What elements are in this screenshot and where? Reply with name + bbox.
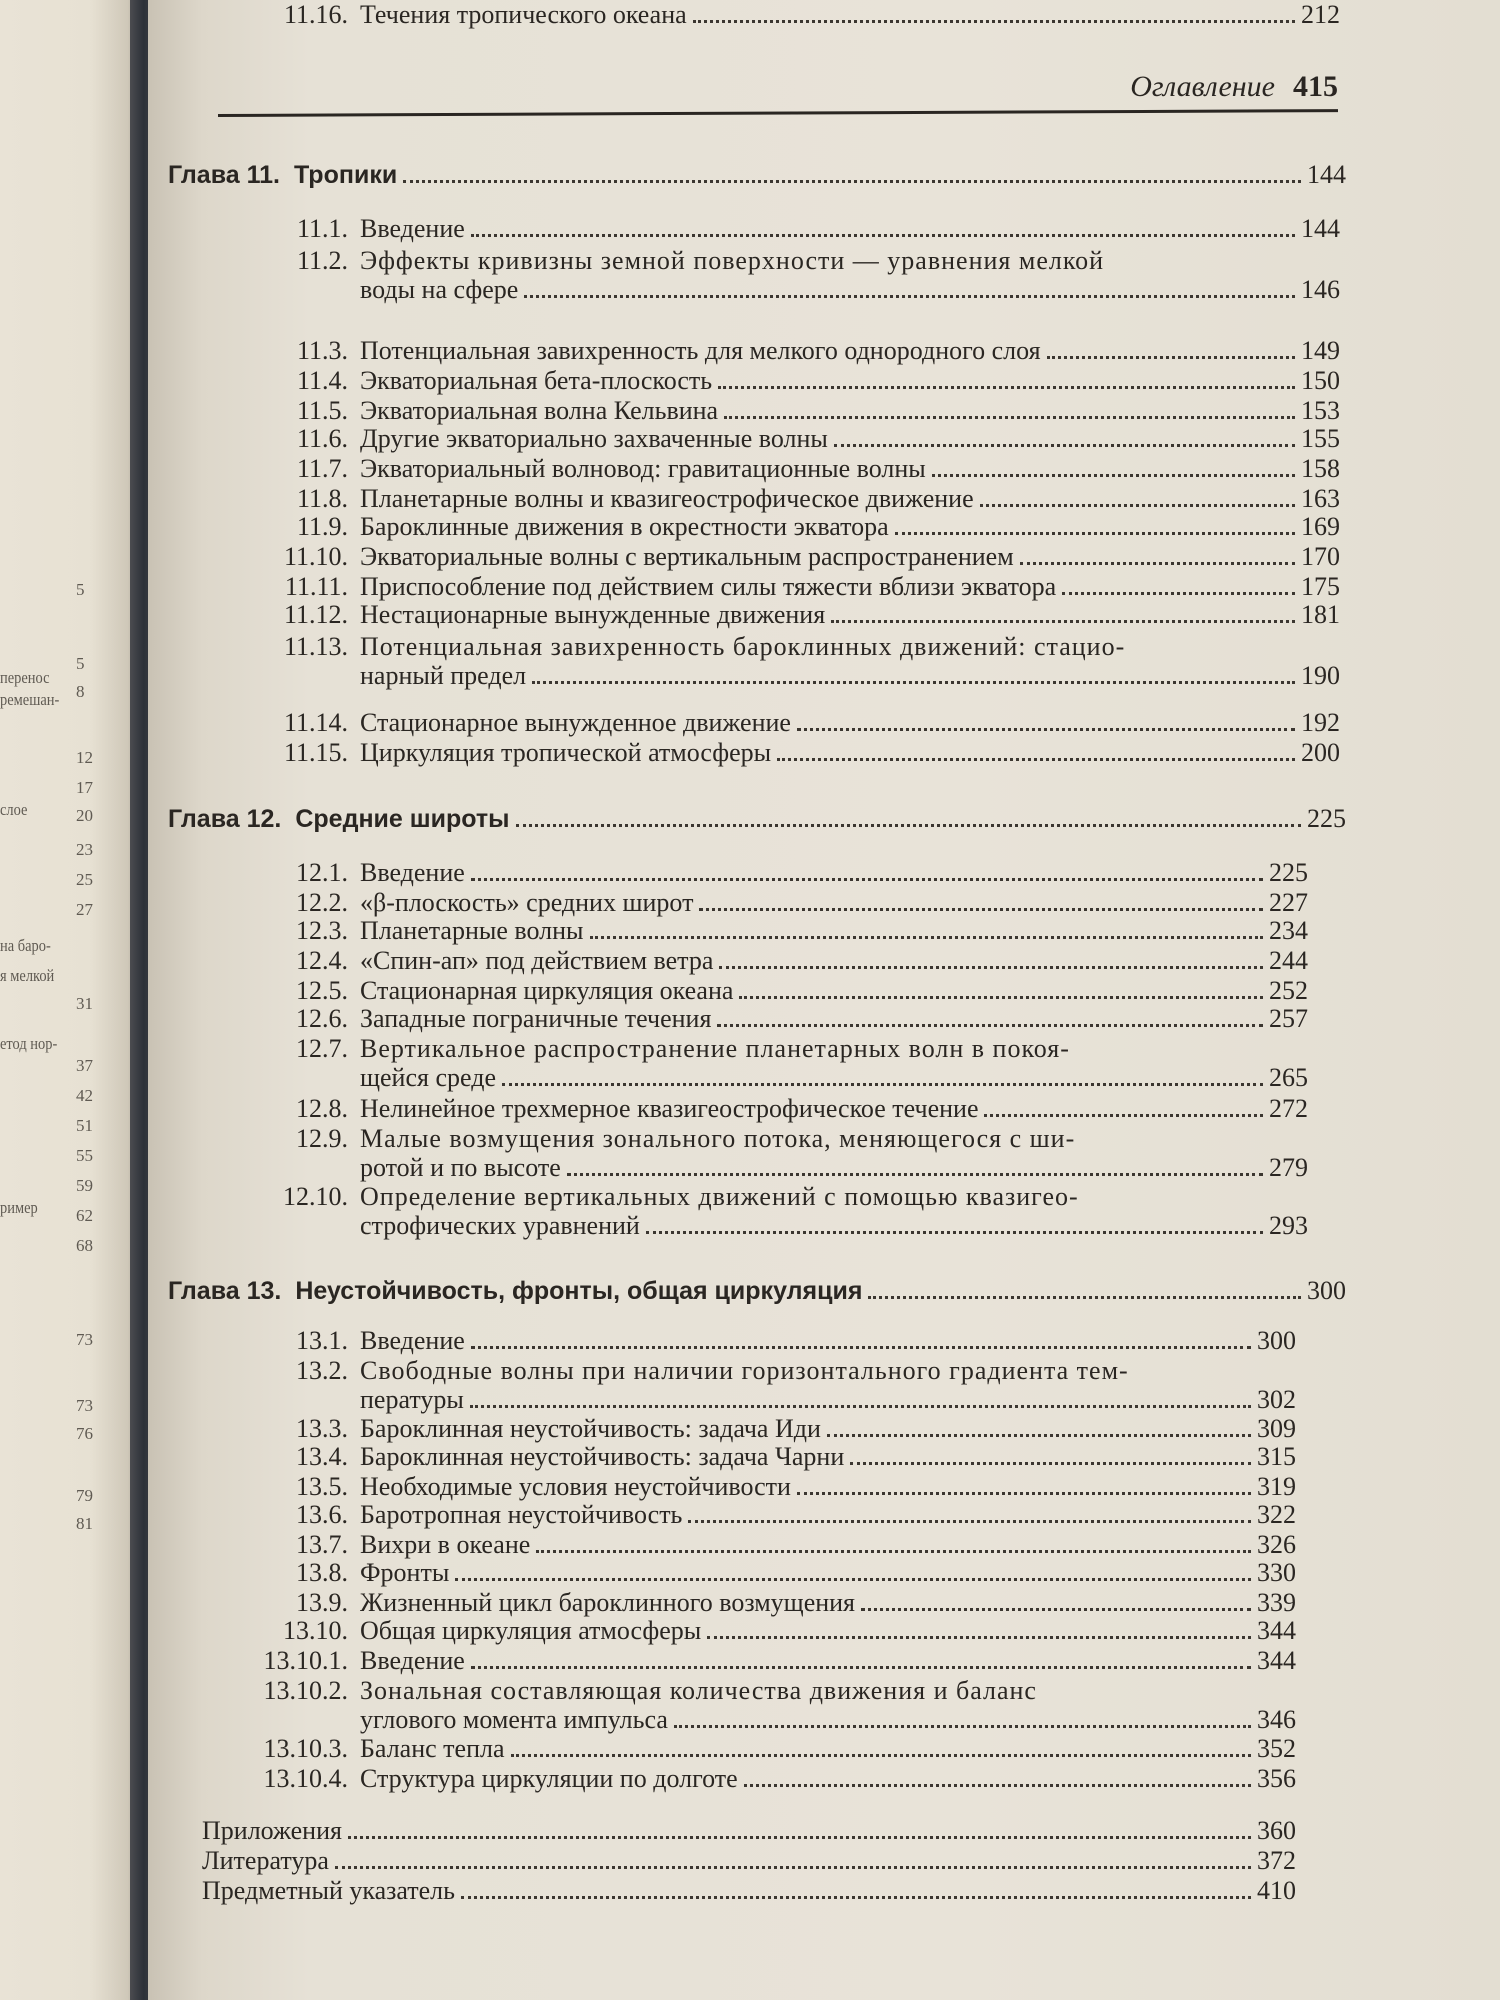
entry-number: 12.6. bbox=[296, 1004, 348, 1033]
entry-page: 158 bbox=[1301, 454, 1340, 483]
left-page-number: 8 bbox=[76, 682, 85, 701]
left-page-number: 25 bbox=[76, 870, 93, 889]
entry-number: 12.10. bbox=[283, 1182, 348, 1211]
toc-entry bbox=[148, 1676, 1296, 1706]
leader-dots bbox=[348, 1836, 1251, 1839]
entry-title: Введение bbox=[360, 1326, 465, 1355]
entry-title: Экваториальный волновод: гравитационные волны bbox=[360, 454, 926, 483]
entry-title: Экваториальные волны с вертикальным распространением bbox=[360, 542, 1014, 571]
entry-page: 330 bbox=[1257, 1558, 1296, 1587]
left-page-number: 68 bbox=[76, 1236, 93, 1255]
entry-page: 279 bbox=[1269, 1153, 1308, 1182]
entry-page: 344 bbox=[1257, 1646, 1296, 1675]
leader-dots bbox=[719, 966, 1263, 969]
entry-title: Циркуляция тропической атмосферы bbox=[360, 738, 772, 767]
entry-page: 356 bbox=[1257, 1764, 1296, 1793]
toc-entry bbox=[148, 246, 1340, 276]
leader-dots bbox=[516, 824, 1302, 827]
entry-title: Другие экваториально захваченные волны bbox=[360, 424, 828, 453]
entry-page: 300 bbox=[1257, 1326, 1296, 1355]
left-page-number: 27 bbox=[76, 900, 93, 919]
entry-title: Бароклинная неустойчивость: задача Чарни bbox=[360, 1442, 845, 1471]
leader-dots bbox=[850, 1462, 1251, 1465]
entry-title-continuation: строфических уравнений bbox=[360, 1211, 640, 1240]
table-of-contents bbox=[148, 0, 1500, 2000]
back-matter-page: 360 bbox=[1257, 1816, 1296, 1845]
entry-page: 302 bbox=[1257, 1385, 1296, 1414]
leader-dots bbox=[470, 1405, 1251, 1408]
toc-entry bbox=[148, 396, 1340, 426]
entry-title-continuation: пературы bbox=[360, 1385, 464, 1414]
entry-page: 200 bbox=[1301, 738, 1340, 767]
entry-page: 175 bbox=[1301, 572, 1340, 601]
entry-number: 11.1. bbox=[296, 214, 348, 243]
leader-dots bbox=[471, 878, 1263, 881]
left-page-number: 62 bbox=[76, 1206, 93, 1225]
toc-entry bbox=[148, 366, 1340, 396]
leader-dots bbox=[717, 1024, 1263, 1027]
entry-title: Стационарное вынужденное движение bbox=[360, 708, 791, 737]
entry-page: 339 bbox=[1257, 1588, 1296, 1617]
entry-title: Баланс тепла bbox=[360, 1734, 505, 1763]
entry-page: 234 bbox=[1269, 916, 1308, 945]
entry-number: 12.5. bbox=[296, 976, 348, 1005]
leader-dots bbox=[718, 386, 1295, 389]
toc-entry bbox=[148, 484, 1340, 514]
entry-title: «β-плоскость» средних широт bbox=[360, 888, 694, 917]
toc-entry bbox=[148, 738, 1340, 768]
toc-entry bbox=[148, 1500, 1296, 1530]
entry-number: 13.7. bbox=[296, 1530, 348, 1559]
left-page-number: 76 bbox=[76, 1424, 93, 1443]
left-page-number: 23 bbox=[76, 840, 93, 859]
entry-page: 315 bbox=[1257, 1442, 1296, 1471]
entry-title: Введение bbox=[360, 1646, 465, 1675]
toc-entry-continuation bbox=[148, 1211, 1308, 1241]
chapter-page: 144 bbox=[1307, 160, 1346, 189]
entry-page: 252 bbox=[1269, 976, 1308, 1005]
chapter-title: Средние широты bbox=[295, 805, 510, 833]
entry-page: 169 bbox=[1301, 512, 1340, 541]
toc-entry bbox=[148, 1472, 1296, 1502]
entry-page: 322 bbox=[1257, 1500, 1296, 1529]
left-page-fragment: слое bbox=[0, 800, 28, 819]
chapter-page: 225 bbox=[1307, 804, 1346, 833]
toc-entry bbox=[148, 632, 1340, 662]
leader-dots bbox=[532, 681, 1295, 684]
entry-page: 190 bbox=[1301, 661, 1340, 690]
leader-dots bbox=[471, 1346, 1251, 1349]
entry-number: 12.4. bbox=[296, 946, 348, 975]
entry-title: Нестационарные вынужденные движения bbox=[360, 600, 826, 629]
entry-page: 181 bbox=[1301, 600, 1340, 629]
entry-number: 11.8. bbox=[296, 484, 348, 513]
leader-dots bbox=[777, 758, 1295, 761]
entry-number: 13.10.4. bbox=[263, 1764, 348, 1793]
entry-page: 150 bbox=[1301, 366, 1340, 395]
left-page-number: 12 bbox=[76, 748, 93, 767]
entry-page: 227 bbox=[1269, 888, 1308, 917]
left-page-number: 37 bbox=[76, 1056, 93, 1075]
left-page-number: 55 bbox=[76, 1146, 93, 1165]
entry-title-continuation: углового момента импульса bbox=[360, 1705, 668, 1734]
back-matter-title: Литература bbox=[202, 1846, 329, 1875]
entry-number: 12.7. bbox=[296, 1034, 348, 1063]
previous-page-edge bbox=[0, 0, 150, 2000]
toc-entry bbox=[148, 1764, 1296, 1794]
entry-title-continuation: воды на сфере bbox=[360, 275, 519, 304]
toc-page bbox=[148, 0, 1500, 2000]
toc-entry bbox=[148, 916, 1308, 946]
toc-entry bbox=[148, 572, 1340, 602]
entry-title: Приспособление под действием силы тяжести вблизи экватора bbox=[360, 572, 1057, 601]
left-page-fragment: я мелкой bbox=[0, 966, 55, 985]
leader-dots bbox=[471, 234, 1295, 237]
leader-dots bbox=[1020, 562, 1295, 565]
entry-number: 12.1. bbox=[296, 858, 348, 887]
back-matter-title: Приложения bbox=[202, 1816, 342, 1845]
toc-entry bbox=[148, 1124, 1308, 1154]
toc-entry bbox=[148, 1442, 1296, 1472]
leader-dots bbox=[707, 1636, 1251, 1639]
toc-entry-continuation bbox=[148, 1385, 1296, 1415]
entry-number: 11.12. bbox=[283, 600, 348, 629]
entry-number: 13.4. bbox=[296, 1442, 348, 1471]
entry-page: 144 bbox=[1301, 214, 1340, 243]
entry-number: 13.3. bbox=[296, 1414, 348, 1443]
entry-page: 170 bbox=[1301, 542, 1340, 571]
entry-number: 13.1. bbox=[296, 1326, 348, 1355]
toc-entry bbox=[148, 512, 1340, 542]
entry-title: Потенциальная завихренность бароклинных движений: стацио- bbox=[360, 632, 1126, 661]
leader-dots bbox=[524, 295, 1295, 298]
entry-page: 326 bbox=[1257, 1530, 1296, 1559]
entry-page: 192 bbox=[1301, 708, 1340, 737]
leader-dots bbox=[455, 1578, 1251, 1581]
toc-entry bbox=[148, 336, 1340, 366]
entry-number: 13.10. bbox=[283, 1616, 348, 1645]
leader-dots bbox=[797, 1492, 1251, 1495]
toc-entry bbox=[148, 946, 1308, 976]
entry-title: Течения тропического океана bbox=[360, 0, 687, 29]
page-number: 415 bbox=[1293, 70, 1338, 103]
entry-number: 11.14. bbox=[283, 708, 348, 737]
toc-entry bbox=[148, 1588, 1296, 1618]
left-page-fragment: ремешан- bbox=[0, 690, 60, 709]
entry-title: Потенциальная завихренность для мелкого однородного слоя bbox=[360, 336, 1041, 365]
toc-entry bbox=[148, 1558, 1296, 1588]
entry-number: 13.6. bbox=[296, 1500, 348, 1529]
left-page-number: 5 bbox=[76, 654, 85, 673]
chapter-page: 300 bbox=[1307, 1276, 1346, 1305]
toc-entry bbox=[148, 1356, 1296, 1386]
entry-title: Планетарные волны и квазигеострофическое движение bbox=[360, 484, 974, 513]
entry-page: 212 bbox=[1301, 0, 1340, 29]
leader-dots bbox=[744, 1784, 1251, 1787]
entry-page: 319 bbox=[1257, 1472, 1296, 1501]
entry-title: Бароклинные движения в окрестности экватора bbox=[360, 512, 889, 541]
entry-page: 244 bbox=[1269, 946, 1308, 975]
back-matter-page: 410 bbox=[1257, 1876, 1296, 1905]
entry-page: 352 bbox=[1257, 1734, 1296, 1763]
toc-entry bbox=[148, 0, 1340, 30]
entry-title: Стационарная циркуляция океана bbox=[360, 976, 734, 1005]
entry-page: 293 bbox=[1269, 1211, 1308, 1240]
toc-entry bbox=[148, 708, 1340, 738]
entry-number: 11.16. bbox=[283, 0, 348, 29]
toc-entry bbox=[148, 1094, 1308, 1124]
entry-title: Определение вертикальных движений с помощью квазигео- bbox=[360, 1182, 1079, 1211]
back-matter-entry bbox=[202, 1816, 1296, 1846]
entry-number: 11.4. bbox=[296, 366, 348, 395]
leader-dots bbox=[335, 1866, 1251, 1869]
left-page-number: 81 bbox=[76, 1514, 93, 1533]
entry-number: 11.3. bbox=[296, 336, 348, 365]
leader-dots bbox=[461, 1896, 1251, 1899]
back-matter-entry bbox=[202, 1876, 1296, 1906]
entry-page: 257 bbox=[1269, 1004, 1308, 1033]
toc-entry bbox=[148, 1034, 1308, 1064]
leader-dots bbox=[895, 532, 1295, 535]
entry-number: 12.8. bbox=[296, 1094, 348, 1123]
left-page-number: 20 bbox=[76, 806, 93, 825]
entry-number: 11.10. bbox=[283, 542, 348, 571]
toc-entry bbox=[148, 1414, 1296, 1444]
entry-page: 146 bbox=[1301, 275, 1340, 304]
entry-title: Введение bbox=[360, 214, 465, 243]
toc-entry-continuation bbox=[148, 1153, 1308, 1183]
toc-entry bbox=[148, 858, 1308, 888]
entry-page: 265 bbox=[1269, 1063, 1308, 1092]
back-matter-entry bbox=[202, 1846, 1296, 1876]
entry-title: Необходимые условия неустойчивости bbox=[360, 1472, 791, 1501]
entry-title: Зональная составляющая количества движения и баланс bbox=[360, 1676, 1037, 1705]
entry-number: 11.15. bbox=[283, 738, 348, 767]
left-page-number: 79 bbox=[76, 1486, 93, 1505]
toc-entry bbox=[148, 1004, 1308, 1034]
toc-entry bbox=[148, 1530, 1296, 1560]
entry-title-continuation: нарный предел bbox=[360, 661, 527, 690]
leader-dots bbox=[590, 936, 1263, 939]
toc-entry-continuation bbox=[148, 1705, 1296, 1735]
chapter-heading bbox=[168, 160, 1346, 190]
left-page-number: 73 bbox=[76, 1396, 93, 1415]
leader-dots bbox=[699, 908, 1263, 911]
leader-dots bbox=[1062, 592, 1295, 595]
entry-number: 13.10.3. bbox=[263, 1734, 348, 1763]
leader-dots bbox=[861, 1608, 1251, 1611]
left-page-number: 51 bbox=[76, 1116, 93, 1135]
entry-title: Свободные волны при наличии горизонтального градиента тем- bbox=[360, 1356, 1129, 1385]
toc-entry bbox=[148, 1326, 1296, 1356]
toc-entry bbox=[148, 1616, 1296, 1646]
leader-dots bbox=[403, 180, 1301, 183]
left-page-fragment: на баро- bbox=[0, 936, 51, 955]
left-page-fragment: етод нор- bbox=[0, 1034, 58, 1053]
toc-entry bbox=[148, 542, 1340, 572]
chapter-title: Тропики bbox=[293, 161, 398, 189]
toc-entry bbox=[148, 1182, 1308, 1212]
chapter-heading bbox=[168, 804, 1346, 834]
left-page-number: 73 bbox=[76, 1330, 93, 1349]
entry-number: 11.11. bbox=[284, 572, 348, 601]
leader-dots bbox=[724, 416, 1295, 419]
chapter-label: Глава 13. bbox=[168, 1277, 282, 1305]
entry-number: 12.3. bbox=[296, 916, 348, 945]
toc-entry-continuation bbox=[148, 661, 1340, 691]
entry-page: 225 bbox=[1269, 858, 1308, 887]
entry-number: 13.8. bbox=[296, 1558, 348, 1587]
toc-entry bbox=[148, 1646, 1296, 1676]
leader-dots bbox=[471, 1666, 1251, 1669]
entry-title: «Спин-ап» под действием ветра bbox=[360, 946, 714, 975]
leader-dots bbox=[688, 1520, 1251, 1523]
toc-entry-continuation bbox=[148, 1063, 1308, 1093]
entry-page: 346 bbox=[1257, 1705, 1296, 1734]
entry-title: Вихри в океане bbox=[360, 1530, 531, 1559]
entry-number: 13.5. bbox=[296, 1472, 348, 1501]
entry-number: 12.2. bbox=[296, 888, 348, 917]
entry-title-continuation: ротой и по высоте bbox=[360, 1153, 561, 1182]
toc-entry bbox=[148, 600, 1340, 630]
chapter-title: Неустойчивость, фронты, общая циркуляция bbox=[295, 1277, 863, 1305]
entry-page: 163 bbox=[1301, 484, 1340, 513]
leader-dots bbox=[831, 620, 1295, 623]
leader-dots bbox=[693, 20, 1295, 23]
entry-title: Структура циркуляции по долготе bbox=[360, 1764, 738, 1793]
toc-entry bbox=[148, 1734, 1296, 1764]
leader-dots bbox=[536, 1550, 1251, 1553]
chapter-label: Глава 11. bbox=[168, 161, 280, 189]
left-page-number: 31 bbox=[76, 994, 93, 1013]
leader-dots bbox=[502, 1083, 1263, 1086]
entry-number: 11.6. bbox=[296, 424, 348, 453]
entry-number: 13.2. bbox=[296, 1356, 348, 1385]
entry-title: Введение bbox=[360, 858, 465, 887]
entry-page: 272 bbox=[1269, 1094, 1308, 1123]
entry-page: 309 bbox=[1257, 1414, 1296, 1443]
leader-dots bbox=[511, 1754, 1252, 1757]
back-matter-title: Предметный указатель bbox=[202, 1876, 456, 1905]
leader-dots bbox=[984, 1114, 1263, 1117]
left-page-number: 42 bbox=[76, 1086, 93, 1105]
leader-dots bbox=[739, 996, 1263, 999]
entry-title: Нелинейное трехмерное квазигеострофическое течение bbox=[360, 1094, 979, 1123]
entry-page: 344 bbox=[1257, 1616, 1296, 1645]
entry-title: Баротропная неустойчивость bbox=[360, 1500, 683, 1529]
entry-title: Общая циркуляция атмосферы bbox=[360, 1616, 702, 1645]
entry-title-continuation: щейся среде bbox=[360, 1063, 496, 1092]
left-page-number: 17 bbox=[76, 778, 93, 797]
entry-number: 12.9. bbox=[296, 1124, 348, 1153]
left-page-fragment: перенос bbox=[0, 668, 50, 687]
entry-title: Экваториальная бета-плоскость bbox=[360, 366, 713, 395]
leader-dots bbox=[1047, 356, 1295, 359]
entry-number: 11.13. bbox=[283, 632, 348, 661]
entry-title: Западные пограничные течения bbox=[360, 1004, 712, 1033]
entry-number: 13.9. bbox=[296, 1588, 348, 1617]
leader-dots bbox=[932, 474, 1295, 477]
chapter-label: Глава 12. bbox=[168, 805, 282, 833]
entry-page: 155 bbox=[1301, 424, 1340, 453]
leader-dots bbox=[797, 728, 1295, 731]
toc-entry bbox=[148, 454, 1340, 484]
left-page-fragment: ример bbox=[0, 1198, 38, 1217]
entry-page: 153 bbox=[1301, 396, 1340, 425]
entry-number: 11.5. bbox=[296, 396, 348, 425]
entry-page: 149 bbox=[1301, 336, 1340, 365]
entry-title: Планетарные волны bbox=[360, 916, 584, 945]
leader-dots bbox=[834, 444, 1295, 447]
leader-dots bbox=[567, 1173, 1263, 1176]
running-head-title: Оглавление bbox=[1130, 70, 1275, 103]
leader-dots bbox=[868, 1296, 1301, 1299]
leader-dots bbox=[980, 504, 1295, 507]
entry-title: Экваториальная волна Кельвина bbox=[360, 396, 719, 425]
leader-dots bbox=[646, 1231, 1263, 1234]
entry-title: Вертикальное распространение планетарных волн в покоя- bbox=[360, 1034, 1070, 1063]
entry-title: Малые возмущения зонального потока, меняющегося с ши- bbox=[360, 1124, 1076, 1153]
toc-entry bbox=[148, 976, 1308, 1006]
leader-dots bbox=[674, 1725, 1251, 1728]
toc-entry bbox=[148, 214, 1340, 244]
left-page-number: 59 bbox=[76, 1176, 93, 1195]
entry-number: 13.10.1. bbox=[263, 1646, 348, 1675]
entry-number: 11.9. bbox=[296, 512, 348, 541]
chapter-heading bbox=[168, 1276, 1346, 1306]
back-matter-page: 372 bbox=[1257, 1846, 1296, 1875]
entry-number: 13.10.2. bbox=[263, 1676, 348, 1705]
toc-entry bbox=[148, 424, 1340, 454]
entry-title: Бароклинная неустойчивость: задача Иди bbox=[360, 1414, 821, 1443]
toc-entry bbox=[148, 888, 1308, 918]
entry-title: Эффекты кривизны земной поверхности — уравнения мелкой bbox=[360, 246, 1105, 275]
entry-number: 11.7. bbox=[296, 454, 348, 483]
left-page-number: 5 bbox=[76, 580, 85, 599]
entry-number: 11.2. bbox=[296, 246, 348, 275]
entry-title: Жизненный цикл бароклинного возмущения bbox=[360, 1588, 856, 1617]
leader-dots bbox=[827, 1434, 1251, 1437]
entry-title: Фронты bbox=[360, 1558, 450, 1587]
toc-entry-continuation bbox=[148, 275, 1340, 305]
